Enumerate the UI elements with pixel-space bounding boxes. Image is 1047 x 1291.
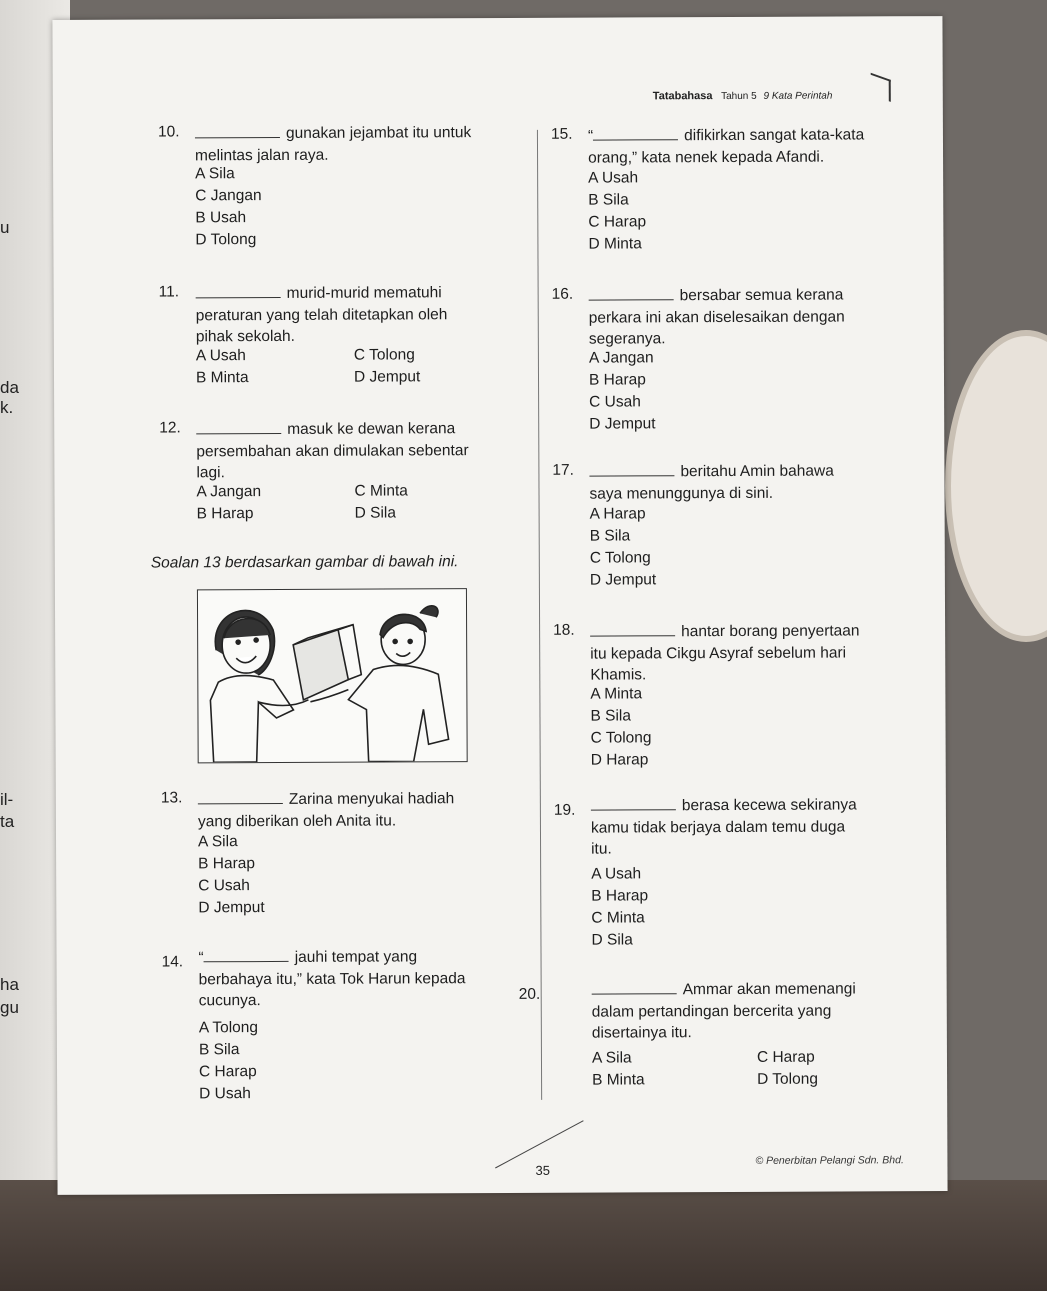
option[interactable]: B Harap xyxy=(198,855,256,873)
option[interactable]: C Jangan xyxy=(195,187,262,205)
option[interactable]: D Sila xyxy=(354,504,396,522)
left-fragment: k. xyxy=(0,398,14,417)
option[interactable]: C Minta xyxy=(591,909,645,927)
option[interactable]: A Sila xyxy=(195,165,235,183)
option[interactable]: C Usah xyxy=(589,393,641,411)
option[interactable]: B Harap xyxy=(196,505,254,523)
option[interactable]: D Jemput xyxy=(589,415,656,433)
question-10: gunakan jejambat itu untuk melintas jalan raya. xyxy=(194,124,472,164)
option[interactable]: C Minta xyxy=(354,482,408,500)
option[interactable]: B Sila xyxy=(198,1041,240,1059)
decorative-line xyxy=(495,1120,584,1168)
option[interactable]: D Jemput xyxy=(353,368,421,386)
header-title: Tatabahasa xyxy=(652,90,713,103)
option[interactable]: B Minta xyxy=(592,1071,645,1089)
question-number: 18. xyxy=(553,621,575,639)
table-surface xyxy=(0,1180,1047,1291)
option[interactable]: A Usah xyxy=(591,865,642,883)
copyright-text: © Penerbitan Pelangi Sdn. Bhd. xyxy=(755,1154,904,1167)
question-number: 14. xyxy=(161,953,184,971)
illustration-two-girls-gift xyxy=(197,588,468,763)
left-fragment: ha xyxy=(0,975,19,994)
question-11: murid-murid mematuhi peraturan yang telah ditetapkan oleh pihak sekolah. xyxy=(195,284,448,346)
question-20: Ammar akan memenangi dalam pertandingan bercerita yang disertainya itu. xyxy=(591,980,856,1042)
question-14: “ jauhi tempat yang berbahaya itu,” kata Tok Harun kepada cucunya. xyxy=(198,948,466,1010)
option[interactable]: A Harap xyxy=(589,505,646,523)
option[interactable]: A Usah xyxy=(588,169,639,187)
question-13: Zarina menyukai hadiah yang diberikan oleh Anita itu. xyxy=(197,790,455,830)
option[interactable]: B Minta xyxy=(195,369,249,387)
option[interactable]: A Sila xyxy=(591,1049,632,1067)
option[interactable]: B Harap xyxy=(591,887,649,905)
question-number: 19. xyxy=(553,801,576,819)
option[interactable]: A Jangan xyxy=(196,483,262,501)
question-number: 11. xyxy=(158,283,180,301)
option[interactable]: B Harap xyxy=(588,371,646,389)
left-fragment: u xyxy=(0,218,10,237)
question-number: 10. xyxy=(157,123,180,141)
question-number: 15. xyxy=(550,125,573,143)
left-fragment: il- xyxy=(0,790,14,809)
option[interactable]: A Usah xyxy=(195,347,246,365)
instruction-text: Soalan 13 berdasarkan gambar di bawah ini. xyxy=(150,553,459,572)
option[interactable]: D Jemput xyxy=(589,571,657,589)
option[interactable]: D Jemput xyxy=(198,899,265,917)
option[interactable]: C Harap xyxy=(198,1063,257,1081)
option[interactable]: A Jangan xyxy=(588,349,654,367)
section-icon xyxy=(871,73,891,102)
option[interactable]: C Tolong xyxy=(589,549,651,567)
option[interactable]: B Sila xyxy=(589,527,631,545)
option[interactable]: D Sila xyxy=(591,931,633,949)
header-level: Tahun 5 xyxy=(721,90,757,103)
question-number: 16. xyxy=(551,285,574,303)
option[interactable]: A Sila xyxy=(197,833,238,851)
gift-illustration-icon xyxy=(198,589,467,762)
left-fragment: ta xyxy=(0,812,15,831)
option[interactable]: D Harap xyxy=(590,751,649,769)
question-17: beritahu Amin bahawa saya menunggunya di sini. xyxy=(589,462,834,503)
column-divider xyxy=(537,130,542,1100)
question-number: 20. xyxy=(518,985,541,1003)
question-number: 12. xyxy=(159,419,181,437)
header-topic: 9 Kata Perintah xyxy=(763,90,833,102)
option[interactable]: C Harap xyxy=(756,1048,815,1066)
option[interactable]: A Minta xyxy=(590,685,643,703)
left-fragment: da xyxy=(0,378,19,397)
option[interactable]: C Tolong xyxy=(353,346,415,364)
left-fragment: gu xyxy=(0,998,19,1017)
option[interactable]: D Usah xyxy=(199,1085,251,1103)
question-number: 13. xyxy=(160,789,183,807)
workbook-page xyxy=(52,16,947,1195)
option[interactable]: B Sila xyxy=(588,191,629,209)
option[interactable]: D Tolong xyxy=(757,1070,819,1088)
page-header xyxy=(653,90,833,103)
option[interactable]: D Tolong xyxy=(195,231,257,249)
option[interactable]: C Usah xyxy=(198,877,250,895)
question-number: 17. xyxy=(552,461,575,479)
option[interactable]: B Sila xyxy=(590,707,632,725)
option[interactable]: A Tolong xyxy=(198,1019,259,1037)
question-18: hantar borang penyertaan itu kepada Cikgu Asyraf sebelum hari Khamis. xyxy=(590,622,860,684)
option[interactable]: C Tolong xyxy=(590,729,652,747)
option[interactable]: B Usah xyxy=(195,209,247,227)
question-19: berasa kecewa sekiranya kamu tidak berjaya dalam temu duga itu. xyxy=(590,796,857,858)
question-15: “ difikirkan sangat kata-kata orang,” kata nenek kepada Afandi. xyxy=(587,126,865,167)
question-12: masuk ke dewan kerana persembahan akan dimulakan sebentar lagi. xyxy=(196,420,469,482)
background-object xyxy=(945,330,1047,642)
option[interactable]: C Harap xyxy=(588,213,647,231)
option[interactable]: D Minta xyxy=(588,235,642,253)
question-16: bersabar semua kerana perkara ini akan diselesaikan dengan segeranya. xyxy=(588,286,845,348)
page-number: 35 xyxy=(535,1162,550,1178)
